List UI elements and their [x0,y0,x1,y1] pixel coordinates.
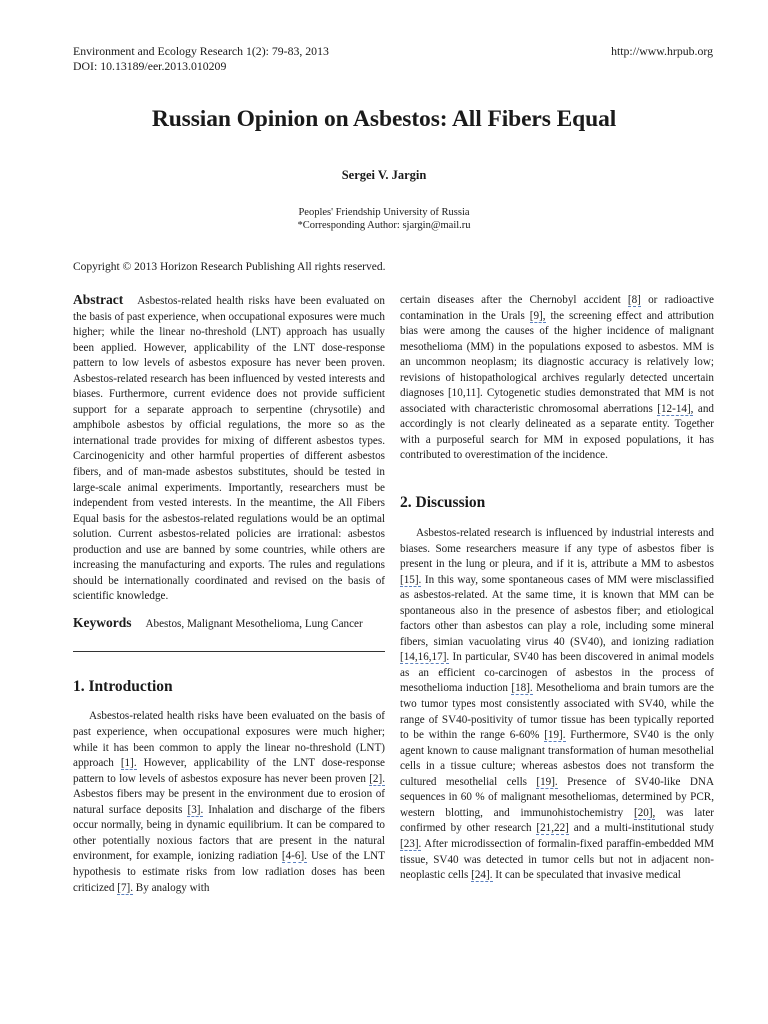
intro-heading: 1. Introduction [73,678,173,696]
discussion-paragraph [400,526,714,884]
citation-link[interactable]: [23]. [400,837,422,850]
intro-paragraph [73,709,385,896]
body-text: After microdissection of formalin-fixed paraffin-embedded MM tissue, SV40 was detected in tumor cells but not in adjacent non-neoplastic cells [400,837,714,882]
right-column [400,293,714,884]
abstract-text: Asbestos-related health risks have been evaluated on the basis of past experience, when occupational exposures were much higher; while the linear no-threshold (LNT) approach has usually been applied. However, applicability of the LNT dose-response pattern to low levels of asbestos exposure has never been proven. Asbestos-related research has been influenced by vested interests and biases. Furthermore, current evidence does not provide sufficient support for a separate approach to serpentine (chrysotile) and amphibole asbestos by official regulations, the more so as the international trade provides for mixing of different asbestos types. Carcinogenicity and other harmful properties of different asbestos fibers, and of man-made asbestos substitutes, should be tested in large-scale animal experiments. Importantly, researchers must be independent from vested interests. In the meantime, the All Fibers Equal basis for the asbestos-related regulations would be an optimal solution. Current asbestos-related policies are irrational: asbestos production and use are banned by some countries, while others are increasing the manufacturing and exports. The rules and regulations should be internationally coordinated and revised on the basis of scientific knowledge. [73,295,385,603]
intro-continuation [400,293,714,464]
body-text: or radioactive contamination in the Urals [400,294,714,322]
intro-text: Asbestos-related health risks have been evaluated on the basis of past experience, when occupational exposures were much higher; while it has been common to apply the linear no-threshold (LNT) approach [73,710,385,770]
intro-text: By analogy with [133,881,210,894]
citation-link[interactable]: [9], [529,309,546,322]
discussion-heading: 2. Discussion [400,494,486,512]
body-text: certain diseases after the Chernobyl accident [400,294,628,306]
body-text: and a multi-institutional study [568,822,714,835]
citation-link[interactable]: [14,16,17]. [400,651,450,664]
paper-title: Russian Opinion on Asbestos: All Fibers Equal [151,106,617,132]
journal-citation: Environment and Ecology Research 1(2): 79-83, 2013 [73,44,329,58]
intro-text: Use of the LNT hypothesis to estimate risks from low radiation doses has been criticized [73,850,385,894]
journal-url[interactable]: http://www.hrpub.org [611,44,713,58]
citation-link[interactable]: [2]. [369,772,385,785]
author-name: Sergei V. Jargin [341,168,427,182]
citation-link[interactable]: [1]. [120,757,137,770]
keywords-text: Abestos, Malignant Mesothelioma, Lung Cancer [145,617,363,630]
corresponding-author: *Corresponding Author: sjargin@mail.ru [297,220,471,231]
citation-link[interactable]: [3]. [187,803,204,816]
body-text: and accordingly is not clearly delineated as a separate entity. Together with a purposeful search for MM in exposed populations, it has contributed to overestimation of the incidence. [400,402,714,462]
affiliation-block [0,206,768,232]
abstract [73,292,385,605]
body-text: the screening effect and attribution bias were among the causes of the higher incidence of malignant mesothelioma (MM) in the populations exposed to asbestos. MM is an uncommon neoplasm; its diagnostic accuracy is relatively low; revisions of histopathological archives regularly detected uncertain diagnoses [10,11]. Cytogenetic studies demonstrated that MM is not associated with characteristic chromosomal aberrations [400,309,715,415]
body-text: was later confirmed by other research [400,806,714,835]
body-text: Mesothelioma and brain tumors are the two tumor types most consistently associated with SV40, while the range of SV40-positivity of tumor tissue has been typically reported to be within the range 6-60% [400,682,714,742]
intro-text: Asbestos fibers may be present in the environment due to erosion of natural surface deposits [73,788,385,816]
body-text: In this way, some spontaneous cases of MM were misclassified as asbestos-related. At the same time, it is known that MM can be spontaneous also in the presence of asbestos fiber; and etiological factors other than asbestos can play a role, including some mineral fibers, simian vacuolating virus 40 (SV40), and ionizing radiation [400,573,714,648]
journal-header [73,44,329,74]
citation-link[interactable]: [7]. [117,881,134,894]
citation-link[interactable]: [4-6]. [281,850,307,863]
citation-link[interactable]: [21,22] [536,822,569,835]
citation-link[interactable]: [24]. [471,869,493,882]
intro-text: Inhalation and discharge of the fibers occur normally, being in dynamic equilibrium. It can be compared to other potentially noxious factors that are present in the natural environment, for example, ionizing radiation [73,803,385,863]
citation-link[interactable]: [18]. [511,682,533,695]
body-text: Asbestos-related research is influenced by industrial interests and biases. Some researchers measure if any type of asbestos fiber is present in the lung or pleura, and if it is, attribute a MM to asbestos [400,527,714,571]
doi: DOI: 10.13189/eer.2013.010209 [73,59,227,73]
copyright-notice: Copyright © 2013 Horizon Research Publishing All rights reserved. [73,261,386,273]
left-column [73,292,385,896]
citation-link[interactable]: [8] [627,294,641,306]
affiliation: Peoples' Friendship University of Russia [298,207,470,218]
keywords [73,615,385,633]
citation-link[interactable]: [20], [633,806,656,819]
abstract-label: Abstract [73,292,124,307]
body-text: It can be speculated that invasive medical [492,869,681,882]
body-text: Presence of SV40-like DNA sequences in 60 % of malignant mesotheliomas, determined by PCR, western blotting, and immunohistochemistry [400,775,714,819]
body-text: Furthermore, SV40 is the only agent known to cause malignant transformation of human mesothelial cells in a tissue culture; whereas asbestos does not transform the cultured mesothelial cells [400,729,714,788]
intro-text: However, applicability of the LNT dose-response pattern to low levels of asbestos exposure has never been proven [73,757,385,785]
citation-link[interactable]: [15]. [400,573,422,586]
keywords-label: Keywords [73,614,132,630]
citation-link[interactable]: [19]. [536,775,558,788]
citation-link[interactable]: [12-14], [657,402,694,415]
body-text: In particular, SV40 has been discovered in animal models as an efficient co-carcinogen of asbestos in the process of mesothelioma induction [400,651,714,695]
citation-link[interactable]: [19]. [544,729,566,742]
section-divider [73,651,385,652]
